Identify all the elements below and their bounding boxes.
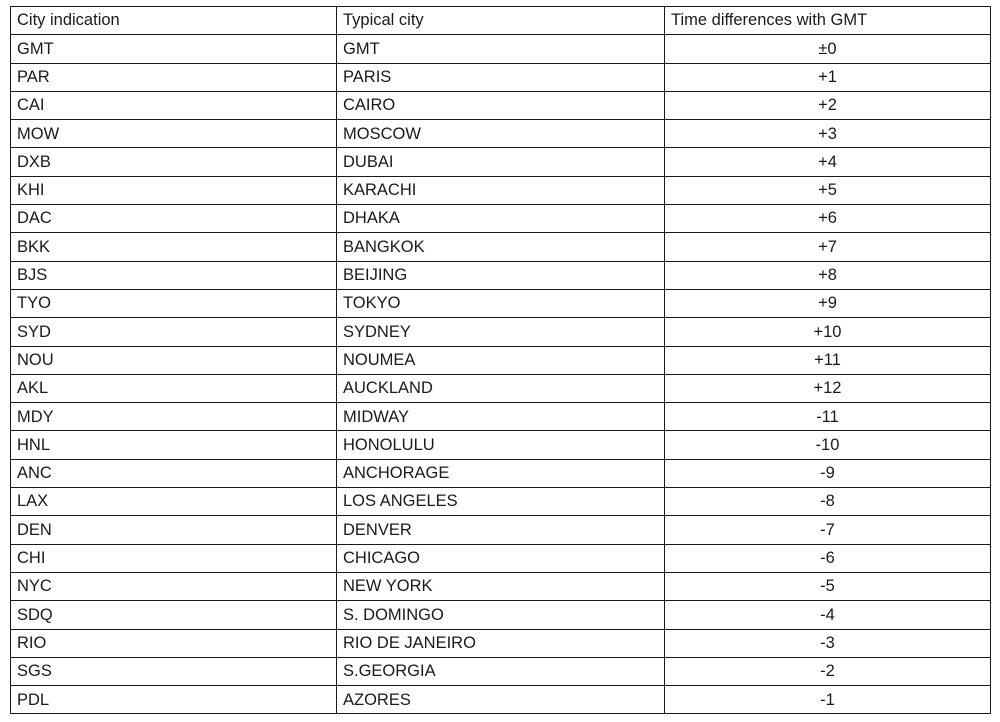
gmt-offset-cell: +10 bbox=[665, 318, 991, 346]
typical-city-cell: NOUMEA bbox=[337, 346, 665, 374]
gmt-offset-cell: -6 bbox=[665, 544, 991, 572]
city-code-cell: SGS bbox=[11, 657, 337, 685]
table-row bbox=[11, 35, 991, 63]
table-row bbox=[11, 176, 991, 204]
city-code-cell: BKK bbox=[11, 233, 337, 261]
typical-city-cell: AZORES bbox=[337, 686, 665, 714]
city-code-cell: SDQ bbox=[11, 601, 337, 629]
city-code-cell: PDL bbox=[11, 686, 337, 714]
gmt-offset-cell: -10 bbox=[665, 431, 991, 459]
city-code-cell: GMT bbox=[11, 35, 337, 63]
gmt-offset-cell: -11 bbox=[665, 403, 991, 431]
city-code-cell: RIO bbox=[11, 629, 337, 657]
table-row bbox=[11, 148, 991, 176]
typical-city-cell: TOKYO bbox=[337, 289, 665, 317]
gmt-offset-cell: +11 bbox=[665, 346, 991, 374]
typical-city-cell: S.GEORGIA bbox=[337, 657, 665, 685]
typical-city-cell: CHICAGO bbox=[337, 544, 665, 572]
city-code-cell: MDY bbox=[11, 403, 337, 431]
city-code-cell: DEN bbox=[11, 516, 337, 544]
gmt-offset-cell: -3 bbox=[665, 629, 991, 657]
gmt-offset-cell: -7 bbox=[665, 516, 991, 544]
gmt-offset-cell: -2 bbox=[665, 657, 991, 685]
table-row bbox=[11, 431, 991, 459]
city-code-cell: AKL bbox=[11, 374, 337, 402]
typical-city-cell: SYDNEY bbox=[337, 318, 665, 346]
city-code-cell: TYO bbox=[11, 289, 337, 317]
gmt-offset-cell: +7 bbox=[665, 233, 991, 261]
city-code-cell: HNL bbox=[11, 431, 337, 459]
city-code-cell: DAC bbox=[11, 205, 337, 233]
typical-city-cell: PARIS bbox=[337, 63, 665, 91]
typical-city-cell: GMT bbox=[337, 35, 665, 63]
typical-city-cell: MIDWAY bbox=[337, 403, 665, 431]
gmt-offset-cell: +6 bbox=[665, 205, 991, 233]
header-city-indication: City indication bbox=[11, 7, 337, 35]
gmt-offset-cell: +1 bbox=[665, 63, 991, 91]
city-code-cell: NYC bbox=[11, 572, 337, 600]
table-row bbox=[11, 601, 991, 629]
city-code-cell: NOU bbox=[11, 346, 337, 374]
city-code-cell: CAI bbox=[11, 91, 337, 119]
table-row bbox=[11, 686, 991, 714]
table-row bbox=[11, 488, 991, 516]
typical-city-cell: BANGKOK bbox=[337, 233, 665, 261]
gmt-offset-cell: +5 bbox=[665, 176, 991, 204]
table-row bbox=[11, 544, 991, 572]
gmt-offset-cell: -5 bbox=[665, 572, 991, 600]
table-row bbox=[11, 289, 991, 317]
gmt-offset-cell: +4 bbox=[665, 148, 991, 176]
typical-city-cell: DENVER bbox=[337, 516, 665, 544]
typical-city-cell: KARACHI bbox=[337, 176, 665, 204]
table-row bbox=[11, 261, 991, 289]
typical-city-cell: DUBAI bbox=[337, 148, 665, 176]
gmt-offset-cell: -9 bbox=[665, 459, 991, 487]
city-code-cell: ANC bbox=[11, 459, 337, 487]
header-time-difference: Time differences with GMT bbox=[665, 7, 991, 35]
gmt-offset-cell: -4 bbox=[665, 601, 991, 629]
gmt-offset-cell: -1 bbox=[665, 686, 991, 714]
gmt-offset-cell: +3 bbox=[665, 120, 991, 148]
city-code-cell: CHI bbox=[11, 544, 337, 572]
table-row bbox=[11, 403, 991, 431]
typical-city-cell: RIO DE JANEIRO bbox=[337, 629, 665, 657]
typical-city-cell: CAIRO bbox=[337, 91, 665, 119]
city-code-cell: SYD bbox=[11, 318, 337, 346]
table-row bbox=[11, 233, 991, 261]
table-row bbox=[11, 91, 991, 119]
city-code-cell: PAR bbox=[11, 63, 337, 91]
city-code-cell: DXB bbox=[11, 148, 337, 176]
typical-city-cell: S. DOMINGO bbox=[337, 601, 665, 629]
table-row bbox=[11, 318, 991, 346]
gmt-offset-cell: +8 bbox=[665, 261, 991, 289]
typical-city-cell: DHAKA bbox=[337, 205, 665, 233]
typical-city-cell: MOSCOW bbox=[337, 120, 665, 148]
time-difference-table bbox=[10, 6, 991, 714]
table-row bbox=[11, 657, 991, 685]
table-row bbox=[11, 374, 991, 402]
typical-city-cell: LOS ANGELES bbox=[337, 488, 665, 516]
typical-city-cell: BEIJING bbox=[337, 261, 665, 289]
city-code-cell: KHI bbox=[11, 176, 337, 204]
gmt-offset-cell: +2 bbox=[665, 91, 991, 119]
table-body bbox=[11, 35, 991, 714]
table-row bbox=[11, 572, 991, 600]
city-code-cell: LAX bbox=[11, 488, 337, 516]
header-typical-city: Typical city bbox=[337, 7, 665, 35]
city-code-cell: MOW bbox=[11, 120, 337, 148]
gmt-offset-cell: -8 bbox=[665, 488, 991, 516]
typical-city-cell: HONOLULU bbox=[337, 431, 665, 459]
table-row bbox=[11, 346, 991, 374]
typical-city-cell: NEW YORK bbox=[337, 572, 665, 600]
typical-city-cell: ANCHORAGE bbox=[337, 459, 665, 487]
table-row bbox=[11, 120, 991, 148]
table-row bbox=[11, 629, 991, 657]
gmt-offset-cell: +9 bbox=[665, 289, 991, 317]
city-code-cell: BJS bbox=[11, 261, 337, 289]
gmt-offset-cell: ±0 bbox=[665, 35, 991, 63]
table-row bbox=[11, 516, 991, 544]
table-header-row bbox=[11, 7, 991, 35]
gmt-offset-cell: +12 bbox=[665, 374, 991, 402]
table-row bbox=[11, 459, 991, 487]
table-row bbox=[11, 205, 991, 233]
table-row bbox=[11, 63, 991, 91]
typical-city-cell: AUCKLAND bbox=[337, 374, 665, 402]
